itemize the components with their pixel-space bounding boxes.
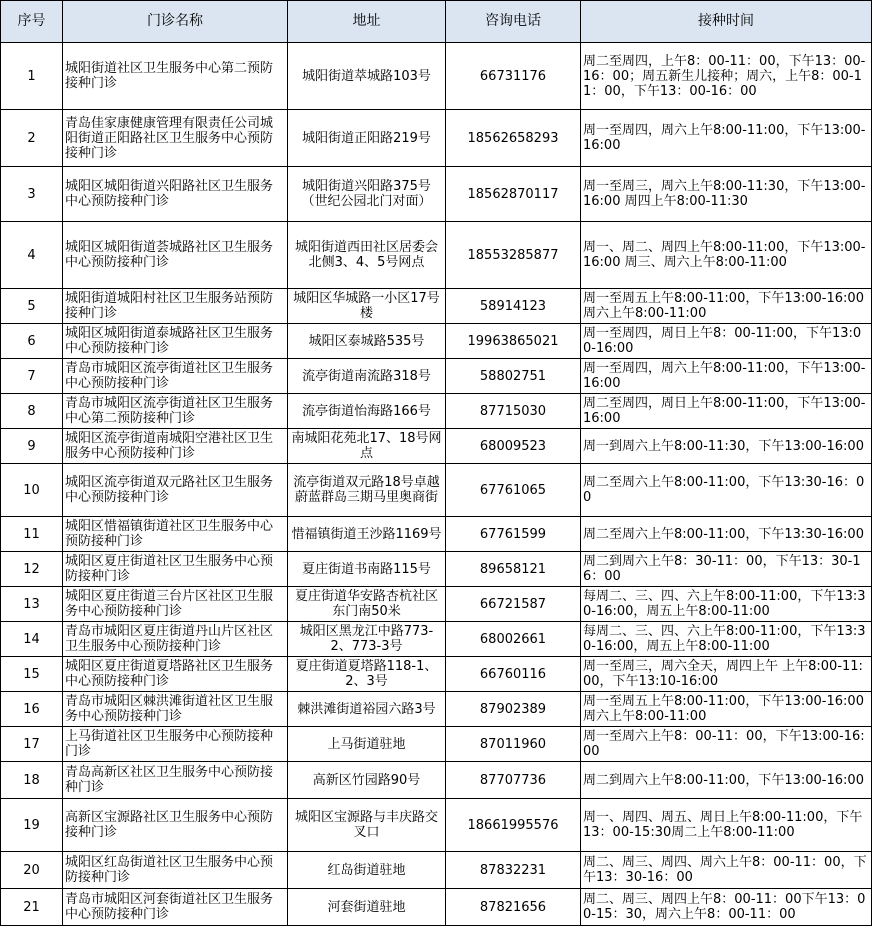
cell-vaccination-time: 周二到周六上午8:00-11:00，下午13:00-16:00 [581, 762, 872, 799]
cell-address: 城阳街道正阳路219号 [288, 110, 446, 167]
cell-seq: 16 [1, 692, 63, 727]
cell-seq: 7 [1, 359, 63, 394]
cell-clinic-name: 城阳区流亭街道南城阳空港社区卫生服务中心预防接种门诊 [63, 429, 288, 464]
cell-vaccination-time: 周二、周三、周四上午8：00-11：00下午13：00-15：30，周六上午8：00-11：00 [581, 889, 872, 926]
cell-clinic-name: 城阳区城阳街道荟城路社区卫生服务中心预防接种门诊 [63, 222, 288, 289]
cell-clinic-name: 城阳街道城阳村社区卫生服务站预防接种门诊 [63, 289, 288, 324]
cell-address: 流亭街道怡海路166号 [288, 394, 446, 429]
cell-seq: 19 [1, 799, 63, 852]
cell-vaccination-time: 周二至周六上午8:00-11:00，下午13:30-16:00 [581, 517, 872, 552]
cell-vaccination-time: 周一至周四，周日上午8：00-11:00，下午13:00-16:00 [581, 324, 872, 359]
cell-address: 夏庄街道书南路115号 [288, 552, 446, 587]
cell-seq: 9 [1, 429, 63, 464]
cell-seq: 14 [1, 622, 63, 657]
cell-address: 夏庄街道华安路杏杭社区东门南50米 [288, 587, 446, 622]
cell-clinic-name: 城阳区夏庄街道社区卫生服务中心预防接种门诊 [63, 552, 288, 587]
cell-seq: 12 [1, 552, 63, 587]
cell-clinic-name: 青岛市城阳区河套街道社区卫生服务中心预防接种门诊 [63, 889, 288, 926]
cell-phone: 66721587 [446, 587, 581, 622]
table-row [1, 324, 872, 359]
cell-phone: 18553285877 [446, 222, 581, 289]
header-phone: 咨询电话 [446, 1, 581, 43]
table-row [1, 110, 872, 167]
cell-phone: 68009523 [446, 429, 581, 464]
table-row [1, 587, 872, 622]
cell-address: 上马街道驻地 [288, 727, 446, 762]
header-seq: 序号 [1, 1, 63, 43]
cell-phone: 66760116 [446, 657, 581, 692]
table-row [1, 43, 872, 110]
table-row [1, 429, 872, 464]
table-row [1, 657, 872, 692]
cell-vaccination-time: 周一、周二、周四上午8:00-11:00，下午13:00-16:00 周三、周六上午8:00-11:00 [581, 222, 872, 289]
cell-vaccination-time: 周一到周六上午8:00-11:30，下午13:00-16:00 [581, 429, 872, 464]
cell-vaccination-time: 周二至周四，上午8：00-11：00，下午13：00-16：00；周五新生儿接种；周六，上午8：00-11：00，下午13：00-16：00 [581, 43, 872, 110]
cell-seq: 18 [1, 762, 63, 799]
cell-seq: 2 [1, 110, 63, 167]
cell-clinic-name: 青岛市城阳区夏庄街道丹山片区社区卫生服务中心预防接种门诊 [63, 622, 288, 657]
cell-phone: 67761599 [446, 517, 581, 552]
cell-vaccination-time: 周二至周四，周日上午8:00-11:00，下午13:00-16:00 [581, 394, 872, 429]
cell-address: 高新区竹园路90号 [288, 762, 446, 799]
cell-seq: 21 [1, 889, 63, 926]
cell-vaccination-time: 周一至周五上午8:00-11:00，下午13:00-16:00 周六上午8:00-11:00 [581, 692, 872, 727]
cell-phone: 87832231 [446, 852, 581, 889]
table-row [1, 852, 872, 889]
header-row [1, 1, 872, 43]
cell-seq: 10 [1, 464, 63, 517]
cell-vaccination-time: 周一、周四、周五、周日上午8:00-11:00，下午13：00-15:30周二上午8:00-11:00 [581, 799, 872, 852]
cell-vaccination-time: 周二至周六上午8:00-11:00，下午13:30-16：00 [581, 464, 872, 517]
cell-clinic-name: 青岛高新区社区卫生服务中心预防接种门诊 [63, 762, 288, 799]
cell-vaccination-time: 周二到周六上午8：30-11：00，下午13：30-16：00 [581, 552, 872, 587]
cell-seq: 3 [1, 167, 63, 222]
cell-phone: 66731176 [446, 43, 581, 110]
cell-phone: 87011960 [446, 727, 581, 762]
cell-address: 南城阳花苑北17、18号网点 [288, 429, 446, 464]
cell-phone: 89658121 [446, 552, 581, 587]
cell-address: 城阳街道兴阳路375号（世纪公园北门对面） [288, 167, 446, 222]
cell-address: 城阳区宝源路与丰庆路交叉口 [288, 799, 446, 852]
table-row [1, 359, 872, 394]
cell-phone: 58802751 [446, 359, 581, 394]
cell-seq: 11 [1, 517, 63, 552]
cell-seq: 4 [1, 222, 63, 289]
table-row [1, 799, 872, 852]
cell-address: 流亭街道双元路18号卓越蔚蓝群岛三期马里奥商街 [288, 464, 446, 517]
cell-vaccination-time: 每周二、三、四、六上午8:00-11:00，下午13:30-16:00，周五上午8:00-11:00 [581, 622, 872, 657]
cell-seq: 13 [1, 587, 63, 622]
cell-phone: 87821656 [446, 889, 581, 926]
cell-clinic-name: 城阳街道社区卫生服务中心第二预防接种门诊 [63, 43, 288, 110]
cell-address: 城阳街道萃城路103号 [288, 43, 446, 110]
cell-address: 夏庄街道夏塔路118-1、2、3号 [288, 657, 446, 692]
table-row [1, 692, 872, 727]
cell-vaccination-time: 周一至周五上午8:00-11:00，下午13:00-16:00 周六上午8:00-11:00 [581, 289, 872, 324]
cell-address: 河套街道驻地 [288, 889, 446, 926]
table-row [1, 167, 872, 222]
cell-clinic-name: 城阳区夏庄街道夏塔路社区卫生服务中心预防接种门诊 [63, 657, 288, 692]
cell-seq: 15 [1, 657, 63, 692]
cell-address: 城阳区黑龙江中路773-2、773-3号 [288, 622, 446, 657]
cell-vaccination-time: 每周二、三、四、六上午8:00-11:00，下午13:30-16:00，周五上午8:00-11:00 [581, 587, 872, 622]
table-row [1, 464, 872, 517]
table-body [1, 43, 872, 926]
cell-address: 城阳区泰城路535号 [288, 324, 446, 359]
cell-address: 棘洪滩街道裕园六路3号 [288, 692, 446, 727]
cell-seq: 8 [1, 394, 63, 429]
cell-phone: 18661995576 [446, 799, 581, 852]
table-row [1, 762, 872, 799]
cell-seq: 20 [1, 852, 63, 889]
cell-vaccination-time: 周一至周四，周六上午8:00-11:00，下午13:00-16:00 [581, 359, 872, 394]
header-time: 接种时间 [581, 1, 872, 43]
cell-clinic-name: 青岛市城阳区流亭街道社区卫生服务中心预防接种门诊 [63, 359, 288, 394]
table-row [1, 622, 872, 657]
cell-phone: 18562870117 [446, 167, 581, 222]
table-row [1, 727, 872, 762]
cell-vaccination-time: 周二、周三、周四、周六上午8：00-11：00，下午13：30-16：00 [581, 852, 872, 889]
cell-address: 红岛街道驻地 [288, 852, 446, 889]
cell-clinic-name: 城阳区城阳街道泰城路社区卫生服务中心预防接种门诊 [63, 324, 288, 359]
cell-clinic-name: 城阳区流亭街道双元路社区卫生服务中心预防接种门诊 [63, 464, 288, 517]
cell-seq: 6 [1, 324, 63, 359]
cell-phone: 68002661 [446, 622, 581, 657]
cell-phone: 87902389 [446, 692, 581, 727]
cell-seq: 17 [1, 727, 63, 762]
table-row [1, 552, 872, 587]
cell-clinic-name: 青岛佳家康健康管理有限责任公司城阳街道正阳路社区卫生服务中心预防接种门诊 [63, 110, 288, 167]
cell-clinic-name: 高新区宝源路社区卫生服务中心预防接种门诊 [63, 799, 288, 852]
cell-clinic-name: 青岛市城阳区棘洪滩街道社区卫生服务中心预防接种门诊 [63, 692, 288, 727]
cell-clinic-name: 城阳区红岛街道社区卫生服务中心预防接种门诊 [63, 852, 288, 889]
cell-vaccination-time: 周一至周四，周六上午8:00-11:00，下午13:00-16:00 [581, 110, 872, 167]
cell-vaccination-time: 周一至周六上午8：00-11：00，下午13:00-16:00 [581, 727, 872, 762]
cell-vaccination-time: 周一至周三，周六上午8:00-11:30，下午13:00-16:00 周四上午8:00-11:30 [581, 167, 872, 222]
cell-clinic-name: 城阳区惜福镇街道社区卫生服务中心预防接种门诊 [63, 517, 288, 552]
cell-address: 城阳区华城路一小区17号楼 [288, 289, 446, 324]
cell-phone: 58914123 [446, 289, 581, 324]
cell-clinic-name: 上马街道社区卫生服务中心预防接种门诊 [63, 727, 288, 762]
cell-phone: 87715030 [446, 394, 581, 429]
cell-clinic-name: 城阳区夏庄街道三台片区社区卫生服务中心预防接种门诊 [63, 587, 288, 622]
cell-phone: 18562658293 [446, 110, 581, 167]
cell-clinic-name: 青岛市城阳区流亭街道社区卫生服务中心第二预防接种门诊 [63, 394, 288, 429]
table-row [1, 222, 872, 289]
cell-seq: 1 [1, 43, 63, 110]
cell-vaccination-time: 周一至周三，周六全天，周四上午 上午8:00-11:00，下午13:10-16:00 [581, 657, 872, 692]
table-row [1, 394, 872, 429]
cell-phone: 67761065 [446, 464, 581, 517]
table-row [1, 289, 872, 324]
cell-address: 流亭街道南流路318号 [288, 359, 446, 394]
header-name: 门诊名称 [63, 1, 288, 43]
cell-phone: 19963865021 [446, 324, 581, 359]
cell-seq: 5 [1, 289, 63, 324]
cell-phone: 87707736 [446, 762, 581, 799]
cell-address: 城阳街道西田社区居委会北侧3、4、5号网点 [288, 222, 446, 289]
table-row [1, 889, 872, 926]
header-address: 地址 [288, 1, 446, 43]
cell-address: 惜福镇街道王沙路1169号 [288, 517, 446, 552]
table-row [1, 517, 872, 552]
cell-clinic-name: 城阳区城阳街道兴阳路社区卫生服务中心预防接种门诊 [63, 167, 288, 222]
